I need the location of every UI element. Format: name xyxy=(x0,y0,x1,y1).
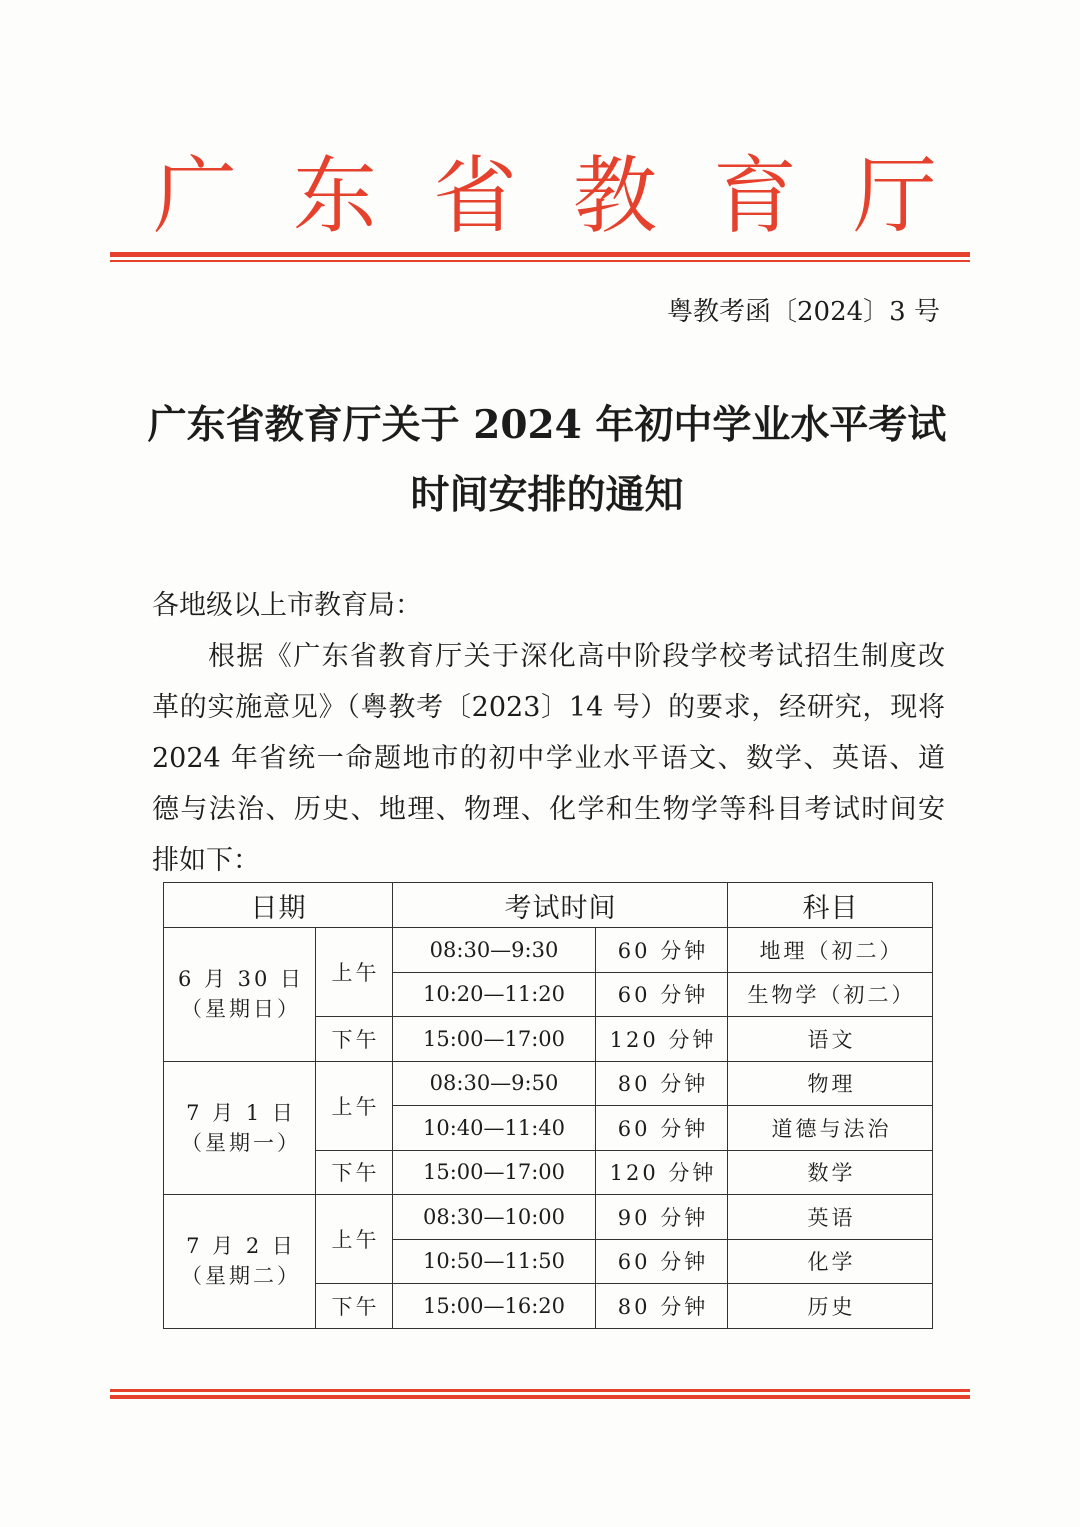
period-afternoon: 下午 xyxy=(316,1017,393,1062)
exam-time: 10:20—11:20 xyxy=(393,973,596,1018)
paragraph-line: 德与法治、历史、地理、物理、化学和生物学等科目考试时间安 xyxy=(152,794,945,825)
exam-duration: 90 分钟 xyxy=(596,1195,728,1240)
exam-subject: 物理 xyxy=(728,1062,933,1107)
exam-duration: 60 分钟 xyxy=(596,1106,728,1151)
exam-schedule-table xyxy=(163,882,933,1329)
exam-time: 10:40—11:40 xyxy=(393,1106,596,1151)
paragraph-line: 2024 年省统一命题地市的初中学业水平语文、数学、英语、道 xyxy=(152,743,945,774)
exam-duration: 80 分钟 xyxy=(596,1284,728,1329)
exam-time: 08:30—9:30 xyxy=(393,928,596,973)
exam-duration: 60 分钟 xyxy=(596,1240,728,1285)
exam-time: 10:50—11:50 xyxy=(393,1240,596,1285)
exam-time: 08:30—10:00 xyxy=(393,1195,596,1240)
header-exam-time: 考试时间 xyxy=(393,883,728,928)
period-afternoon: 下午 xyxy=(316,1284,393,1329)
footer-rule-upper xyxy=(110,1389,970,1392)
header-rule-thin xyxy=(110,260,970,262)
date-cell xyxy=(164,928,316,1062)
exam-subject: 地理（初二） xyxy=(728,928,933,973)
paragraph-line: 根据《广东省教育厅关于深化高中阶段学校考试招生制度改 xyxy=(208,641,945,672)
period-morning: 上午 xyxy=(316,1062,393,1151)
exam-duration: 120 分钟 xyxy=(596,1017,728,1062)
date-text: 6 月 30 日 xyxy=(177,967,305,992)
period-afternoon: 下午 xyxy=(316,1151,393,1196)
document-title-line-2: 时间安排的通知 xyxy=(410,472,684,518)
exam-duration: 60 分钟 xyxy=(596,973,728,1018)
header-subject: 科目 xyxy=(728,883,933,928)
date-text: 7 月 1 日 xyxy=(186,1100,296,1125)
weekday-text: （星期二） xyxy=(181,1264,301,1289)
weekday-text: （星期日） xyxy=(181,997,301,1022)
paragraph-line: 排如下： xyxy=(152,845,260,876)
weekday-text: （星期一） xyxy=(181,1130,301,1155)
document-title-line-1: 广东省教育厅关于 2024 年初中学业水平考试 xyxy=(147,402,947,448)
exam-duration: 120 分钟 xyxy=(596,1151,728,1196)
date-cell xyxy=(164,1195,316,1329)
issuer-name: 广东省教育厅 xyxy=(153,147,994,245)
exam-subject: 历史 xyxy=(728,1284,933,1329)
exam-duration: 80 分钟 xyxy=(596,1062,728,1107)
header-date: 日期 xyxy=(164,883,393,928)
exam-time: 08:30—9:50 xyxy=(393,1062,596,1107)
period-morning: 上午 xyxy=(316,928,393,1017)
date-cell xyxy=(164,1062,316,1196)
exam-subject: 道德与法治 xyxy=(728,1106,933,1151)
header-rule-thick xyxy=(110,252,970,257)
exam-subject: 数学 xyxy=(728,1151,933,1196)
exam-subject: 语文 xyxy=(728,1017,933,1062)
exam-time: 15:00—16:20 xyxy=(393,1284,596,1329)
exam-time: 15:00—17:00 xyxy=(393,1151,596,1196)
salutation: 各地级以上市教育局： xyxy=(152,590,422,621)
exam-subject: 化学 xyxy=(728,1240,933,1285)
exam-subject: 生物学（初二） xyxy=(728,973,933,1018)
period-morning: 上午 xyxy=(316,1195,393,1284)
exam-subject: 英语 xyxy=(728,1195,933,1240)
document-number: 粤教考函〔2024〕3 号 xyxy=(667,297,940,327)
exam-time: 15:00—17:00 xyxy=(393,1017,596,1062)
exam-duration: 60 分钟 xyxy=(596,928,728,973)
paragraph-line: 革的实施意见》（粤教考〔2023〕14 号）的要求，经研究，现将 xyxy=(152,692,945,723)
footer-rule-lower xyxy=(110,1395,970,1399)
date-text: 7 月 2 日 xyxy=(186,1234,296,1259)
